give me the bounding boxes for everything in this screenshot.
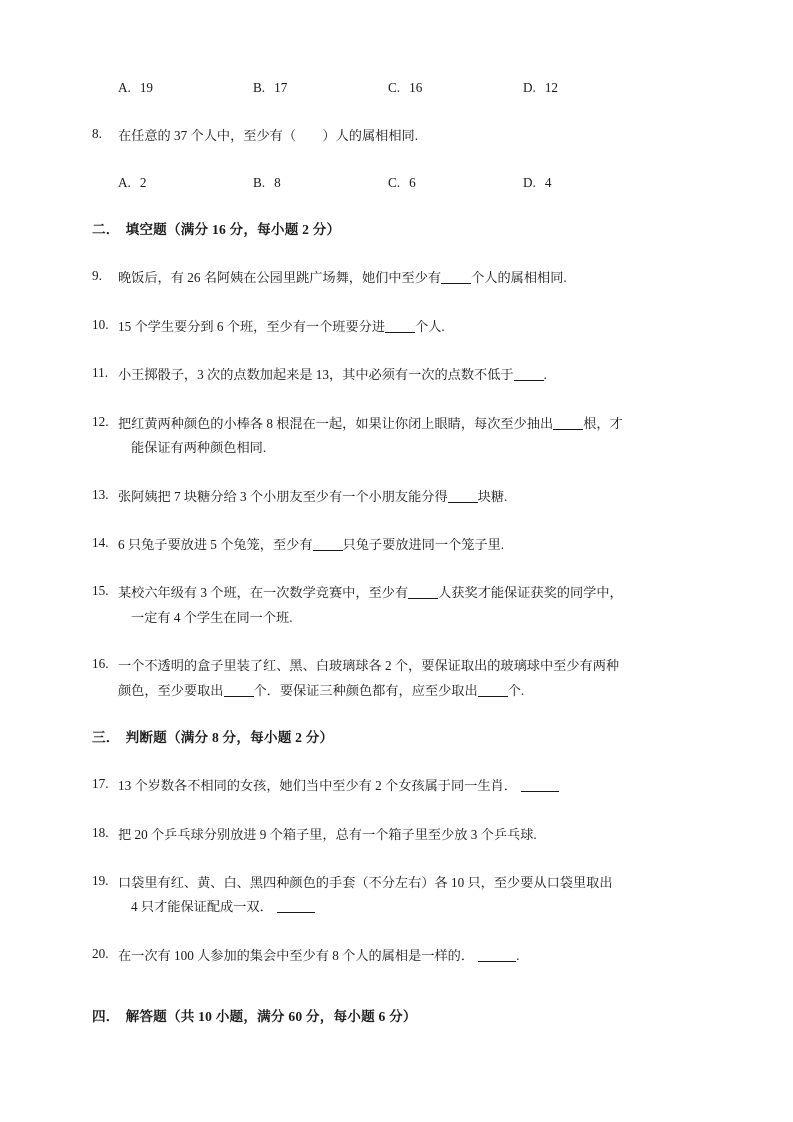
question-number: 8.: [92, 126, 102, 142]
question-number: 14.: [92, 534, 109, 550]
question-text: [118, 412, 701, 461]
question-text-main: 13 个岁数各不相同的女孩，她们当中至少有 2 个女孩属于同一生肖．: [118, 778, 517, 794]
question-text: [118, 533, 701, 557]
choice-option-b: [253, 173, 388, 193]
choice-text: 19: [139, 80, 154, 95]
question-text-post: 只兔子要放进同一个笼子里.: [342, 536, 505, 552]
question-text-post: 个.: [507, 682, 525, 698]
answer-blank[interactable]: [521, 791, 559, 792]
choice-letter: C.: [388, 80, 401, 95]
answer-blank[interactable]: [441, 283, 471, 284]
answer-blank[interactable]: [553, 429, 583, 430]
question-text: [118, 315, 701, 339]
section-heading-3: [92, 727, 701, 748]
question-text-line2: 能保证有两种颜色相同.: [131, 440, 267, 456]
choice-text: 17: [274, 80, 288, 95]
choice-option-a: [118, 173, 253, 193]
choice-letter: D.: [523, 80, 536, 95]
question-12: [92, 412, 701, 461]
choices-row-7: [92, 78, 701, 98]
question-text-pre: 张阿姨把 7 块糖分给 3 个小朋友至少有一个小朋友能分得: [118, 488, 448, 504]
answer-blank[interactable]: [478, 961, 516, 962]
answer-blank[interactable]: [224, 696, 254, 697]
choice-option-c: [388, 78, 523, 98]
section-number: 三．: [92, 730, 120, 746]
choice-text: 4: [544, 174, 552, 190]
question-9: [92, 266, 701, 290]
question-text-pre: 15 个学生要分到 6 个班，至少有一个班要分进: [118, 318, 386, 334]
question-text-pre: 某校六年级有 3 个班，在一次数学竞赛中，至少有: [118, 585, 409, 601]
section-heading-2: [92, 219, 701, 240]
question-18: [92, 823, 701, 847]
section-number: 四．: [92, 1009, 120, 1025]
question-text-main: 把 20 个乒乓球分别放进 9 个箱子里，总有一个箱子里至少放 3 个乒乓球.: [118, 826, 537, 842]
choice-text: 16: [409, 80, 423, 95]
question-13: [92, 485, 701, 509]
answer-blank[interactable]: [313, 550, 343, 551]
question-15: [92, 581, 701, 630]
question-number: 19.: [92, 872, 109, 888]
question-text-mid: 个．要保证三种颜色都有，应至少取出: [253, 682, 478, 698]
question-number: 18.: [92, 824, 109, 840]
question-text: [118, 266, 701, 290]
section-number: 二．: [92, 222, 120, 238]
choice-letter: B.: [253, 80, 266, 95]
answer-blank[interactable]: [277, 912, 315, 913]
question-text-post: .: [543, 367, 547, 383]
question-text-pre: 晚饭后，有 26 名阿姨在公园里跳广场舞，她们中至少有: [118, 270, 442, 286]
choice-letter: A.: [118, 174, 131, 190]
question-text-line1: 口袋里有红、黄、白、黑四种颜色的手套（不分左右）各 10 只，至少要从口袋里取出: [118, 874, 613, 890]
question-number: 9.: [92, 268, 102, 284]
choice-letter: C.: [388, 174, 401, 190]
question-text: [118, 871, 701, 920]
section-heading-4: [92, 1006, 701, 1027]
question-text-post: 人获奖才能保证获奖的同学中，: [438, 585, 623, 601]
question-text-post: 个人.: [415, 318, 445, 334]
question-text: [118, 363, 701, 387]
section-title: 判断题（满分 8 分，每小题 2 分）: [125, 730, 334, 746]
question-text-line1: 一个不透明的盒子里装了红、黑、白玻璃球各 2 个，要保证取出的玻璃球中至少有两种: [118, 658, 620, 674]
question-text-line2: [118, 895, 701, 919]
choice-option-a: [118, 78, 253, 98]
question-11: [92, 363, 701, 387]
question-text: [118, 823, 701, 847]
question-number: 13.: [92, 486, 109, 502]
choice-text: 12: [544, 80, 559, 95]
question-14: [92, 533, 701, 557]
question-text-post: 个人的属相相同.: [471, 270, 567, 286]
choice-letter: D.: [523, 174, 536, 190]
question-8: [92, 124, 701, 148]
choice-option-d: [523, 78, 658, 98]
question-text-line2: [118, 679, 701, 703]
question-number: 20.: [92, 945, 109, 961]
section-title: 解答题（共 10 小题，满分 60 分，每小题 6 分）: [125, 1009, 417, 1025]
question-number: 10.: [92, 316, 109, 332]
question-text-pre: 小王掷骰子，3 次的点数加起来是 13，其中必须有一次的点数不低于: [118, 367, 514, 383]
question-text-pre: 颜色，至少要取出: [118, 682, 224, 698]
answer-blank[interactable]: [448, 502, 478, 503]
choice-text: 2: [139, 174, 147, 190]
question-text-pre: 把红黄两种颜色的小棒各 8 根混在一起，如果让你闭上眼睛，每次至少抽出: [118, 415, 554, 431]
choice-text: 8: [274, 174, 281, 190]
spacer: [92, 992, 701, 1006]
question-text: [118, 774, 701, 798]
question-text-post: 块糖.: [477, 488, 508, 504]
question-19: [92, 871, 701, 920]
choice-option-d: [523, 173, 658, 193]
answer-blank[interactable]: [385, 332, 415, 333]
section-title: 填空题（满分 16 分，每小题 2 分）: [125, 222, 341, 238]
choice-option-c: [388, 173, 523, 193]
choice-text: 6: [409, 174, 416, 190]
document-body: [92, 78, 701, 1027]
choice-option-b: [253, 78, 388, 98]
question-text: 在任意的 37 个人中，至少有（ ）人的属相相同.: [118, 128, 419, 144]
choice-letter: B.: [253, 174, 266, 190]
question-text-post: 根，才: [583, 415, 623, 431]
question-text: [118, 485, 701, 509]
answer-blank[interactable]: [478, 696, 508, 697]
question-number: 11.: [92, 365, 108, 381]
question-20: [92, 944, 701, 968]
question-text: [118, 654, 701, 703]
question-16: [92, 654, 701, 703]
question-text: [118, 581, 701, 630]
answer-blank[interactable]: [514, 380, 544, 381]
question-text-main: 在一次有 100 人参加的集会中至少有 8 个人的属相是一样的．: [118, 947, 475, 963]
question-number: 15.: [92, 583, 109, 599]
choice-letter: A.: [118, 80, 131, 95]
question-text-tail: .: [516, 947, 520, 963]
question-text-pre: 6 只兔子要放进 5 个兔笼，至少有: [118, 536, 313, 552]
question-text: [118, 944, 701, 968]
choices-row-8: [92, 173, 701, 193]
question-number: 16.: [92, 656, 109, 672]
question-17: [92, 774, 701, 798]
question-number: 12.: [92, 413, 109, 429]
question-number: 17.: [92, 776, 109, 792]
question-10: [92, 315, 701, 339]
answer-blank[interactable]: [408, 598, 438, 599]
question-text-line2-text: 4 只才能保证配成一双．: [131, 899, 273, 915]
question-text-line2: 一定有 4 个学生在同一个班.: [131, 609, 293, 625]
